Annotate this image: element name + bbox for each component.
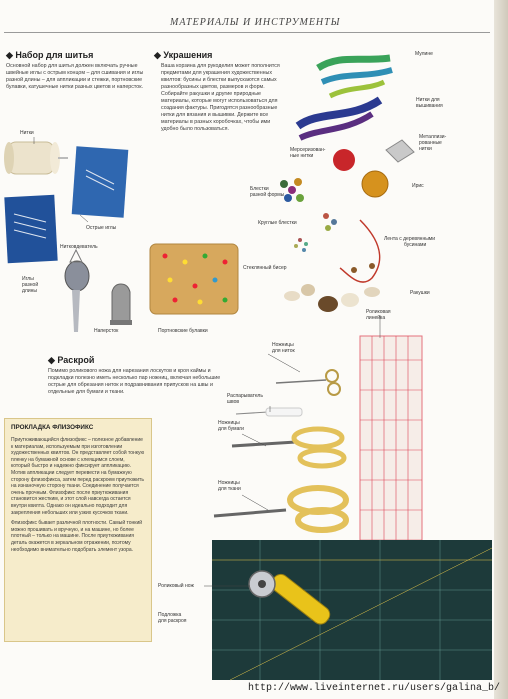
label-glass-beads: Стеклянный бисер — [243, 265, 287, 271]
label-sequins: Блестки разной формы — [250, 186, 285, 198]
seam-ripper-image — [236, 408, 302, 416]
thread-scissors-image — [276, 370, 340, 395]
label-pins: Портновские булавки — [158, 328, 208, 334]
embroidery-threads-image — [298, 100, 380, 138]
metallic-thread-image — [386, 140, 414, 162]
paper-scissors-image — [232, 429, 344, 466]
label-iris: Ирис — [412, 183, 424, 189]
label-metallic-threads: Металлизи- рованные нитки — [419, 134, 447, 152]
section-title-cutting: ◆ Раскрой — [48, 355, 95, 365]
cutting-mat-image — [212, 540, 492, 680]
threader-image — [65, 250, 89, 332]
glass-beads-image — [294, 238, 308, 252]
fusible-box-title: ПРОКЛАДКА ФЛИЗОФИКС — [11, 424, 94, 431]
decorations-text: Ваша корзина для рукоделия может пополнится предметами для украшения художественных квилтов: бусины и блестки выпускаются самых разнообразных цветов, размеров и форм. Собирайте ракушки и другие природные материалы, которые могут использоваться для создания фактуры. Пригодятся разнообразные нитки для вязания и вышивки. Держите все материалы в разных коробочках, чтобы ими удобно было пользоваться. — [161, 63, 280, 132]
section-title-decorations: ◆ Украшения — [154, 50, 213, 60]
pincushion-image — [150, 244, 238, 314]
label-round-sequins: Круглые блестки — [258, 220, 297, 226]
section-title-sewing-kit: ◆ Набор для шитья — [6, 50, 94, 60]
label-wooden-bead-ribbon: Лента с деревянными бусинами — [384, 236, 436, 248]
label-fabric-scissors: Ножницы для ткани — [218, 480, 241, 492]
label-thread-scissors: Ножницы для ниток — [272, 342, 295, 354]
shells-image — [284, 284, 380, 312]
label-thimble: Наперсток — [94, 328, 119, 334]
mercerized-thread-image — [333, 149, 355, 171]
rotary-ruler-image — [360, 336, 422, 544]
cutting-text: Помимо роликового ножа для нарезания лоскутов и кроя каймы и подкладки полезно иметь несколько пар ножниц, включая небольшие острые для обрезания ниток и подравнивания припусков на швы и отдельные для бумаги и ткани. — [48, 368, 221, 395]
label-various-needles: Иглы разной длины — [22, 276, 39, 294]
fusible-box-paragraph-2: Флизофикс бывает различной плотности. Самый тонкий можно прошивать и вручную, и на машине, но более плотный – только на машине. После приутюживания деталь окажется в зеркальном отражении, поэтому необходимо внимательно подобрать элемент узора. — [11, 520, 143, 553]
label-threads: Нитки — [20, 130, 34, 136]
label-rotary-cutter: Роликовый нож — [158, 583, 194, 589]
label-threader: Нитковдеватель — [60, 244, 98, 250]
floss-image — [318, 58, 392, 96]
iris-yarn-image — [362, 171, 388, 197]
sharp-needles-image — [72, 146, 129, 217]
label-paper-scissors: Ножницы для бумаги — [218, 420, 244, 432]
label-rotary-ruler: Роликовая линейка — [366, 309, 391, 321]
wooden-bead-ribbon-image — [340, 220, 380, 282]
label-seam-ripper: Распарыватель швов — [227, 393, 263, 405]
various-needles-image — [4, 195, 57, 264]
label-embroidery-threads: Нитки для вышивания — [416, 97, 443, 109]
watermark-url: http://www.liveinternet.ru/users/galina_b/ — [248, 683, 501, 694]
label-sharp-needles: Острые иглы — [86, 225, 117, 231]
page-header: МАТЕРИАЛЫ И ИНСТРУМЕНТЫ — [170, 17, 341, 28]
label-shells: Ракушки — [410, 290, 430, 296]
label-cutting-mat: Подложка для раскроя — [158, 612, 187, 624]
label-mercerized-threads: Мерсеризован- ные нитки — [290, 147, 326, 159]
label-floss: Мулине — [415, 51, 433, 57]
fusible-box-paragraph-1: Приутюживающийся флизофикс – полезное добавление к материалам, используемым при изготовлении художественных квилтов. Он представляет собой тонкую пленку на бумажной основе с клеящимся слоем, который быстро и надежно фиксирует аппликацию. Мотив аппликации следует перевести на бумажную сторону флизофикса, затем перед раскроем приутюжить на изнаночную сторону ткани. Соединение получается очень прочным. Флизофикс после приутюживания становится жестким, и этот слой навсегда остается внутри квилта. Однако он идеально подходит для закрепления небольших или узких кусочков ткани. — [11, 437, 145, 516]
sewing-kit-text: Основной набор для шитья должен включать ручные швейные иглы с острым концом – для сшивания и иглы разной длины – для аппликации и стежки, портновские булавки, катушечные нитки разных цветов и наперсток. — [6, 63, 144, 90]
fabric-scissors-image — [214, 488, 346, 530]
round-sequins-image — [323, 213, 337, 231]
thread-spool-image — [4, 142, 68, 174]
thimble-image — [110, 284, 132, 325]
